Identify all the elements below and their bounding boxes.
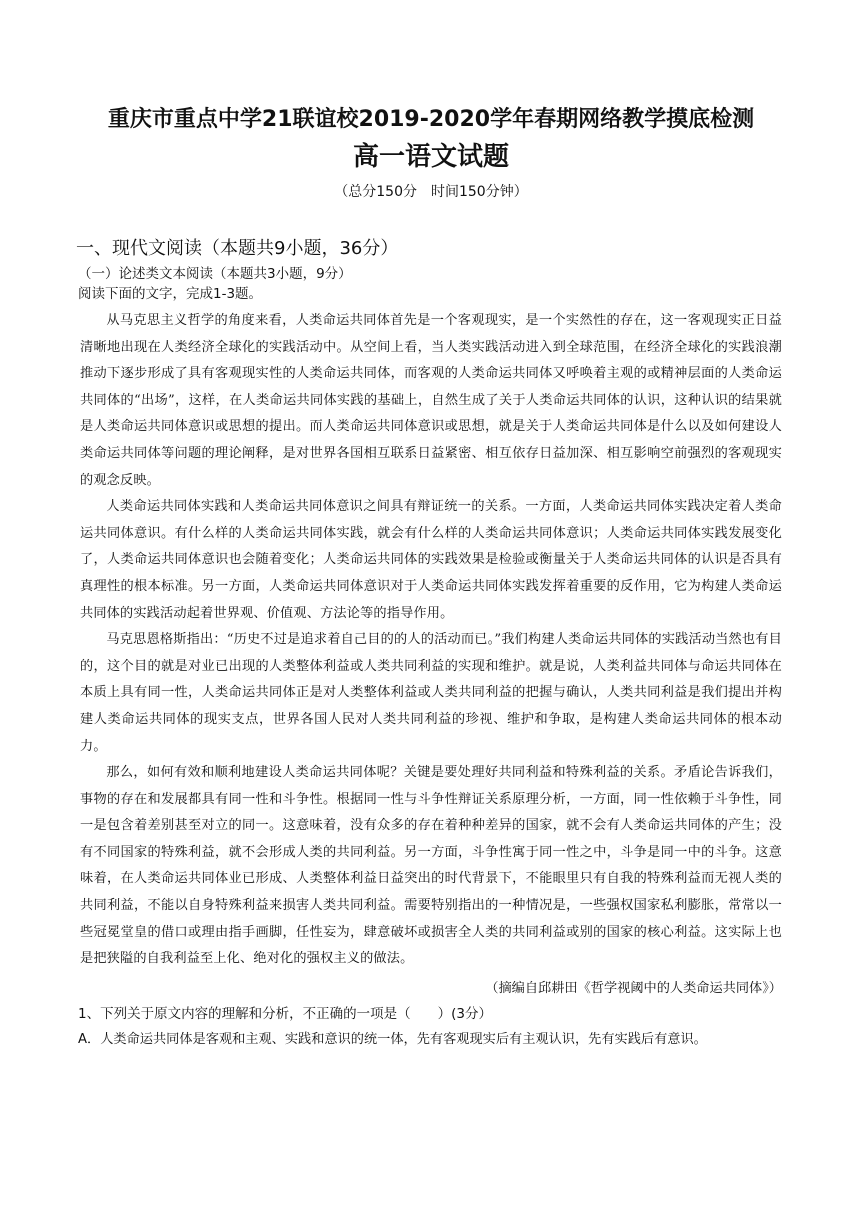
passage-paragraph-4: 那么，如何有效和顺利地建设人类命运共同体呢？关键是要处理好共同利益和特殊利益的关系。矛盾论告诉我们，事物的存在和发展都具有同一性和斗争性。根据同一性与斗争性辩证关系原理分析，一方面，同一性依赖于斗争性，同一是包含着差别甚至对立的同一。这意味着，没有众多的存在着种种差异的国家，就不会有人类命运共同体的产生；没有不同国家的特殊利益，就不会形成人类的共同利益。另一方面，斗争性寓于同一性之中，斗争是同一中的斗争。这意味着，在人类命运共同体业已形成、人类整体利益日益突出的时代背景下，不能眼里只有自我的特殊利益而无视人类的共同利益，不能以自身特殊利益来损害人类共同利益。需要特别指出的一种情况是，一些强权国家私利膨胀，常常以一些冠冕堂皇的借口或理由指手画脚，任性妄为，肆意破坏或损害全人类的共同利益或别的国家的核心利益。这实际上也是把狭隘的自我利益至上化、绝对化的强权主义的做法。 (80, 765, 782, 967)
section-heading: 一、现代文阅读（本题共9小题，36分） (76, 238, 399, 259)
passage-paragraph-3: 马克思恩格斯指出：“历史不过是追求着自己目的的人的活动而已。”我们构建人类命运共同体的实践活动当然也有目的，这个目的就是对业已出现的人类整体利益或人类共同利益的实现和维护。就是说，人类利益共同体与命运共同体在本质上具有同一性，人类命运共同体正是对人类整体利益或人类共同利益的把握与确认，人类共同利益是我们提出并构建人类命运共同体的现实支点，世界各国人民对人类共同利益的珍视、维护和争取，是构建人类命运共同体的根本动力。 (80, 632, 782, 754)
question-1-option-a: A．人类命运共同体是客观和主观、实践和意识的统一体，先有客观现实后有主观认识，先有实践后有意识。 (78, 1031, 707, 1047)
passage-paragraph-2: 人类命运共同体实践和人类命运共同体意识之间具有辩证统一的关系。一方面，人类命运共同体实践决定着人类命运共同体意识。有什么样的人类命运共同体实践，就会有什么样的人类命运共同体意识；人类命运共同体实践发展变化了，人类命运共同体意识也会随着变化；人类命运共同体的实践效果是检验或衡量关于人类命运共同体的认识是否具有真理性的根本标准。另一方面，人类命运共同体意识对于人类命运共同体实践发挥着重要的反作用，它为构建人类命运共同体的实践活动起着世界观、价值观、方法论等的指导作用。 (80, 499, 782, 621)
exam-subject-title: 高一语文试题 (352, 142, 509, 172)
exam-title: 重庆市重点中学21联谊校2019-2020学年春期网络教学摸底检测 (107, 107, 755, 132)
reading-instruction: 阅读下面的文字，完成1-3题。 (78, 286, 263, 302)
exam-score-time: （总分150分 时间150分钟） (334, 184, 528, 200)
question-1-stem: 1、下列关于原文内容的理解和分析，不正确的一项是（ ）(3分） (78, 1005, 492, 1022)
reading-passage (80, 308, 782, 973)
subsection-heading: （一）论述类文本阅读（本题共3小题，9分） (78, 266, 352, 282)
passage-source: （摘编自邱耕田《哲学视阈中的人类命运共同体》） (485, 980, 782, 996)
passage-paragraph-1: 从马克思主义哲学的角度来看，人类命运共同体首先是一个客观现实，是一个实然性的存在，这一客观现实正日益清晰地出现在人类经济全球化的实践活动中。从空间上看，当人类实践活动进入到全球范围，在经济全球化的实践浪潮推动下逐步形成了具有客观现实性的人类命运共同体，而客观的人类命运共同体又呼唤着主观的或精神层面的人类命运共同体的“出场”，这样，在人类命运共同体实践的基础上，自然生成了关于人类命运共同体的认识，这种认识的结果就是人类命运共同体意识或思想的提出。而人类命运共同体意识或思想，就是关于人类命运共同体是什么以及如何建设人类命运共同体等问题的理论阐释，是对世界各国相互联系日益紧密、相互依存日益加深、相互影响空前强烈的客观现实的观念反映。 (80, 313, 782, 488)
